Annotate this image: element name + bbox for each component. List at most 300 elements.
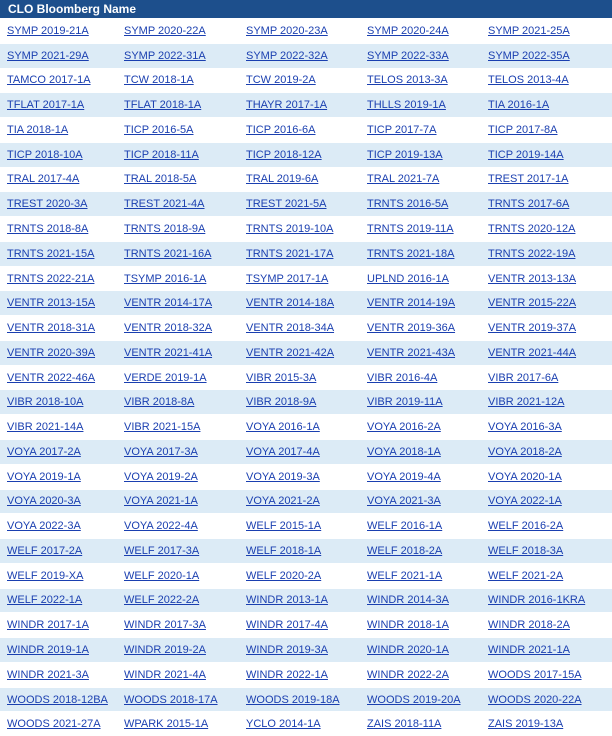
clo-name-link[interactable]: VIBR 2018-8A	[124, 396, 194, 408]
clo-name-link[interactable]: VENTR 2021-41A	[124, 347, 212, 359]
clo-name-link[interactable]: WINDR 2021-3A	[7, 669, 89, 681]
clo-name-link[interactable]: VOYA 2019-3A	[246, 471, 320, 483]
table-row	[0, 93, 612, 118]
clo-name-link[interactable]: TFLAT 2018-1A	[124, 99, 201, 111]
table-cell	[481, 514, 612, 539]
clo-name-link[interactable]: WELF 2021-1A	[367, 570, 442, 582]
table-cell	[360, 563, 481, 588]
table-cell	[481, 340, 612, 365]
clo-name-link[interactable]: TREST 2021-5A	[246, 198, 327, 210]
table-cell	[0, 687, 117, 712]
table-row	[0, 613, 612, 638]
clo-name-link[interactable]: WINDR 2021-4A	[124, 669, 206, 681]
clo-name-link[interactable]: TRAL 2017-4A	[7, 173, 79, 185]
table-cell	[239, 638, 360, 663]
table-cell	[239, 687, 360, 712]
table-cell	[239, 192, 360, 217]
clo-name-link[interactable]: TICP 2016-6A	[246, 124, 316, 136]
clo-name-link[interactable]: VENTR 2021-44A	[488, 347, 576, 359]
table-cell	[360, 291, 481, 316]
table-cell	[239, 390, 360, 415]
table-row	[0, 316, 612, 341]
table-header: CLO Bloomberg Name	[0, 0, 612, 19]
table-cell	[360, 316, 481, 341]
clo-name-link[interactable]: TAMCO 2017-1A	[7, 74, 91, 86]
table-cell	[239, 68, 360, 93]
table-cell	[239, 415, 360, 440]
table-cell	[117, 440, 239, 465]
clo-name-link[interactable]: WELF 2016-1A	[367, 520, 442, 532]
table-cell	[0, 638, 117, 663]
clo-name-link[interactable]: WINDR 2019-2A	[124, 644, 206, 656]
table-cell	[0, 365, 117, 390]
table-cell	[481, 440, 612, 465]
table-cell	[0, 266, 117, 291]
table-cell	[239, 217, 360, 242]
clo-name-link[interactable]: SYMP 2022-35A	[488, 50, 570, 62]
clo-name-link[interactable]: WINDR 2017-1A	[7, 619, 89, 631]
table-cell	[481, 464, 612, 489]
clo-name-link[interactable]: VENTR 2015-22A	[488, 297, 576, 309]
table-row	[0, 167, 612, 192]
table-cell	[239, 43, 360, 68]
clo-name-link[interactable]: UPLND 2016-1A	[367, 273, 449, 285]
clo-name-link[interactable]: VENTR 2013-13A	[488, 273, 576, 285]
table-cell	[117, 712, 239, 736]
table-row	[0, 539, 612, 564]
table-cell	[239, 365, 360, 390]
clo-name-link[interactable]: WINDR 2022-2A	[367, 669, 449, 681]
table-row	[0, 464, 612, 489]
table-cell	[0, 613, 117, 638]
clo-name-link[interactable]: VOYA 2019-2A	[124, 471, 198, 483]
clo-name-link[interactable]: SYMP 2022-33A	[367, 50, 449, 62]
table-cell	[0, 241, 117, 266]
table-cell	[360, 712, 481, 736]
table-cell	[360, 266, 481, 291]
clo-name-link[interactable]: VENTR 2020-39A	[7, 347, 95, 359]
table-cell	[239, 142, 360, 167]
table-cell	[360, 514, 481, 539]
clo-name-link[interactable]: TCW 2019-2A	[246, 74, 316, 86]
clo-name-link[interactable]: SYMP 2020-23A	[246, 25, 328, 37]
clo-name-link[interactable]: WINDR 2019-3A	[246, 644, 328, 656]
clo-name-link[interactable]: TRNTS 2020-12A	[488, 223, 575, 235]
table-cell	[0, 539, 117, 564]
clo-name-link[interactable]: WINDR 2013-1A	[246, 594, 328, 606]
table-cell	[117, 266, 239, 291]
table-cell	[481, 489, 612, 514]
table-cell	[117, 464, 239, 489]
table-cell	[239, 539, 360, 564]
table-row	[0, 415, 612, 440]
table-cell	[360, 390, 481, 415]
table-cell	[117, 638, 239, 663]
table-cell	[0, 340, 117, 365]
table-cell	[239, 514, 360, 539]
clo-name-link[interactable]: TELOS 2013-3A	[367, 74, 448, 86]
clo-name-link[interactable]: TRAL 2018-5A	[124, 173, 196, 185]
clo-name-link[interactable]: TRNTS 2022-19A	[488, 248, 575, 260]
table-row	[0, 514, 612, 539]
table-cell	[481, 563, 612, 588]
clo-name-link[interactable]: TREST 2020-3A	[7, 198, 88, 210]
clo-name-link[interactable]: VENTR 2014-18A	[246, 297, 334, 309]
table-cell	[117, 662, 239, 687]
clo-name-link[interactable]: TFLAT 2017-1A	[7, 99, 84, 111]
table-cell	[117, 316, 239, 341]
clo-name-link[interactable]: VENTR 2018-32A	[124, 322, 212, 334]
table-cell	[239, 662, 360, 687]
clo-name-link[interactable]: TRAL 2019-6A	[246, 173, 318, 185]
table-cell	[117, 365, 239, 390]
table-cell	[239, 464, 360, 489]
clo-name-link[interactable]: TRNTS 2021-16A	[124, 248, 211, 260]
table-cell	[0, 68, 117, 93]
clo-name-link[interactable]: WELF 2018-1A	[246, 545, 321, 557]
clo-name-link[interactable]: VENTR 2014-19A	[367, 297, 455, 309]
clo-name-link[interactable]: THLLS 2019-1A	[367, 99, 446, 111]
table-cell	[117, 167, 239, 192]
table-cell	[481, 365, 612, 390]
table-cell	[360, 93, 481, 118]
table-cell	[239, 563, 360, 588]
table-cell	[0, 712, 117, 736]
table-cell	[481, 19, 612, 44]
clo-name-link[interactable]: VENTR 2021-42A	[246, 347, 334, 359]
table-cell	[239, 241, 360, 266]
clo-name-link[interactable]: SYMP 2019-21A	[7, 25, 89, 37]
clo-name-link[interactable]: VIBR 2019-11A	[367, 396, 443, 408]
clo-name-link[interactable]: WOODS 2021-27A	[7, 718, 101, 730]
clo-name-link[interactable]: WINDR 2021-1A	[488, 644, 570, 656]
clo-name-link[interactable]: WELF 2022-1A	[7, 594, 82, 606]
table-cell	[481, 291, 612, 316]
clo-name-link[interactable]: TICP 2019-13A	[367, 149, 443, 161]
table-cell	[117, 563, 239, 588]
table-row	[0, 638, 612, 663]
table-cell	[117, 217, 239, 242]
table-cell	[360, 19, 481, 44]
clo-name-link[interactable]: VOYA 2021-3A	[367, 495, 441, 507]
table-row	[0, 142, 612, 167]
clo-name-link[interactable]: TRNTS 2016-5A	[367, 198, 448, 210]
table-cell	[481, 539, 612, 564]
table-cell	[360, 464, 481, 489]
table-cell	[360, 365, 481, 390]
table-row	[0, 489, 612, 514]
table-cell	[239, 489, 360, 514]
clo-name-link[interactable]: TICP 2016-5A	[124, 124, 194, 136]
clo-name-link[interactable]: TICP 2018-10A	[7, 149, 83, 161]
clo-name-link[interactable]: SYMP 2022-32A	[246, 50, 328, 62]
clo-name-link[interactable]: VIBR 2021-12A	[488, 396, 564, 408]
table-cell	[0, 588, 117, 613]
clo-name-link[interactable]: WOODS 2019-18A	[246, 694, 340, 706]
clo-name-link[interactable]: WPARK 2015-1A	[124, 718, 208, 730]
clo-name-link[interactable]: TRNTS 2018-8A	[7, 223, 88, 235]
clo-name-link[interactable]: VOYA 2020-3A	[7, 495, 81, 507]
clo-name-link[interactable]: WELF 2020-1A	[124, 570, 199, 582]
table-cell	[360, 687, 481, 712]
table-cell	[481, 588, 612, 613]
table-row	[0, 266, 612, 291]
clo-name-link[interactable]: WINDR 2018-1A	[367, 619, 449, 631]
clo-name-link[interactable]: VENTR 2013-15A	[7, 297, 95, 309]
table-cell	[117, 415, 239, 440]
table-cell	[239, 93, 360, 118]
clo-name-link[interactable]: VIBR 2021-15A	[124, 421, 200, 433]
clo-name-link[interactable]: VENTR 2021-43A	[367, 347, 455, 359]
clo-name-link[interactable]: TRNTS 2021-17A	[246, 248, 333, 260]
clo-name-link[interactable]: WOODS 2018-12BA	[7, 694, 108, 706]
table-cell	[239, 440, 360, 465]
clo-name-link[interactable]: TIA 2018-1A	[7, 124, 68, 136]
table-cell	[360, 241, 481, 266]
table-cell	[0, 167, 117, 192]
table-body	[0, 19, 612, 736]
table-cell	[239, 291, 360, 316]
table-cell	[481, 712, 612, 736]
clo-name-link[interactable]: WOODS 2020-22A	[488, 694, 582, 706]
clo-name-link[interactable]: WELF 2018-3A	[488, 545, 563, 557]
clo-name-link[interactable]: WELF 2015-1A	[246, 520, 321, 532]
clo-name-link[interactable]: TRNTS 2022-21A	[7, 273, 94, 285]
table-cell	[481, 662, 612, 687]
clo-name-link[interactable]: WINDR 2017-3A	[124, 619, 206, 631]
table-row	[0, 340, 612, 365]
clo-name-link[interactable]: WELF 2017-3A	[124, 545, 199, 557]
clo-name-link[interactable]: VOYA 2016-2A	[367, 421, 441, 433]
clo-name-link[interactable]: TRNTS 2018-9A	[124, 223, 205, 235]
clo-name-link[interactable]: WOODS 2019-20A	[367, 694, 461, 706]
table-row	[0, 563, 612, 588]
clo-name-link[interactable]: TICP 2018-12A	[246, 149, 322, 161]
table-row	[0, 43, 612, 68]
table-cell	[117, 588, 239, 613]
clo-name-link[interactable]: TICP 2017-8A	[488, 124, 558, 136]
clo-name-link[interactable]: WELF 2019-XA	[7, 570, 83, 582]
table-row	[0, 217, 612, 242]
table-cell	[0, 514, 117, 539]
clo-name-link[interactable]: VOYA 2019-1A	[7, 471, 81, 483]
clo-name-link[interactable]: VIBR 2018-9A	[246, 396, 316, 408]
clo-name-link[interactable]: VIBR 2018-10A	[7, 396, 83, 408]
clo-name-link[interactable]: SYMP 2020-24A	[367, 25, 449, 37]
clo-name-link[interactable]: SYMP 2021-29A	[7, 50, 89, 62]
table-cell	[117, 93, 239, 118]
table-cell	[481, 241, 612, 266]
table-row	[0, 19, 612, 44]
clo-name-link[interactable]: VERDE 2019-1A	[124, 372, 207, 384]
clo-name-link[interactable]: SYMP 2020-22A	[124, 25, 206, 37]
table-cell	[0, 390, 117, 415]
table-cell	[0, 440, 117, 465]
table-cell	[117, 142, 239, 167]
table-row	[0, 662, 612, 687]
clo-name-link[interactable]: VIBR 2015-3A	[246, 372, 316, 384]
table-cell	[481, 43, 612, 68]
clo-name-link[interactable]: VENTR 2019-36A	[367, 322, 455, 334]
table-cell	[239, 712, 360, 736]
clo-name-link[interactable]: WOODS 2018-17A	[124, 694, 218, 706]
clo-name-link[interactable]: WINDR 2020-1A	[367, 644, 449, 656]
table-cell	[0, 192, 117, 217]
table-cell	[0, 489, 117, 514]
clo-name-link[interactable]: VOYA 2016-3A	[488, 421, 562, 433]
table-row	[0, 390, 612, 415]
table-cell	[117, 118, 239, 143]
clo-name-link[interactable]: VENTR 2018-31A	[7, 322, 95, 334]
clo-name-link[interactable]: TRNTS 2021-18A	[367, 248, 454, 260]
clo-name-link[interactable]: WINDR 2019-1A	[7, 644, 89, 656]
clo-name-link[interactable]: TRNTS 2019-11A	[367, 223, 454, 235]
table-cell	[239, 118, 360, 143]
clo-name-link[interactable]: VENTR 2022-46A	[7, 372, 95, 384]
clo-name-link[interactable]: TCW 2018-1A	[124, 74, 194, 86]
table-row	[0, 192, 612, 217]
table-row	[0, 291, 612, 316]
clo-name-link[interactable]: VOYA 2017-3A	[124, 446, 198, 458]
table-cell	[239, 613, 360, 638]
clo-name-link[interactable]: VOYA 2022-3A	[7, 520, 81, 532]
clo-name-link[interactable]: ZAIS 2019-13A	[488, 718, 563, 730]
clo-name-link[interactable]: WINDR 2014-3A	[367, 594, 449, 606]
table-cell	[360, 662, 481, 687]
table-cell	[0, 464, 117, 489]
clo-name-link[interactable]: TICP 2019-14A	[488, 149, 564, 161]
clo-name-link[interactable]: VIBR 2016-4A	[367, 372, 437, 384]
table-cell	[117, 390, 239, 415]
clo-name-link[interactable]: TICP 2018-11A	[124, 149, 199, 161]
clo-name-link[interactable]: TREST 2017-1A	[488, 173, 569, 185]
table-cell	[481, 687, 612, 712]
clo-name-link[interactable]: TELOS 2013-4A	[488, 74, 569, 86]
clo-name-link[interactable]: VOYA 2017-4A	[246, 446, 320, 458]
table-cell	[117, 340, 239, 365]
clo-name-link[interactable]: VOYA 2021-2A	[246, 495, 320, 507]
table-cell	[0, 415, 117, 440]
clo-name-link[interactable]: VOYA 2019-4A	[367, 471, 441, 483]
clo-name-link[interactable]: WELF 2016-2A	[488, 520, 563, 532]
table-cell	[360, 68, 481, 93]
clo-name-link[interactable]: WINDR 2016-1KRA	[488, 594, 585, 606]
table-cell	[481, 68, 612, 93]
table-cell	[0, 217, 117, 242]
table-cell	[360, 588, 481, 613]
clo-name-link[interactable]: VOYA 2018-2A	[488, 446, 562, 458]
clo-name-link[interactable]: WINDR 2022-1A	[246, 669, 328, 681]
clo-name-link[interactable]: WINDR 2017-4A	[246, 619, 328, 631]
clo-name-link[interactable]: WELF 2021-2A	[488, 570, 563, 582]
table-cell	[360, 217, 481, 242]
clo-name-link[interactable]: TRAL 2021-7A	[367, 173, 439, 185]
table-cell	[360, 192, 481, 217]
table-cell	[117, 539, 239, 564]
table-row	[0, 687, 612, 712]
clo-name-link[interactable]: VENTR 2018-34A	[246, 322, 334, 334]
table-cell	[117, 291, 239, 316]
clo-name-link[interactable]: SYMP 2021-25A	[488, 25, 570, 37]
clo-name-link[interactable]: TSYMP 2016-1A	[124, 273, 206, 285]
table-cell	[0, 316, 117, 341]
clo-name-link[interactable]: WINDR 2018-2A	[488, 619, 570, 631]
table-cell	[360, 440, 481, 465]
table-row	[0, 712, 612, 736]
clo-name-link[interactable]: THAYR 2017-1A	[246, 99, 327, 111]
clo-name-link[interactable]: VIBR 2021-14A	[7, 421, 83, 433]
clo-name-link[interactable]: WOODS 2017-15A	[488, 669, 582, 681]
table-cell	[481, 217, 612, 242]
clo-name-link[interactable]: VOYA 2021-1A	[124, 495, 198, 507]
table-cell	[360, 613, 481, 638]
table-cell	[0, 142, 117, 167]
table-cell	[360, 167, 481, 192]
table-cell	[0, 563, 117, 588]
clo-name-link[interactable]: TICP 2017-7A	[367, 124, 437, 136]
table-cell	[239, 340, 360, 365]
table-cell	[360, 118, 481, 143]
clo-name-link[interactable]: TRNTS 2019-10A	[246, 223, 333, 235]
clo-name-link[interactable]: TIA 2016-1A	[488, 99, 549, 111]
table-cell	[239, 316, 360, 341]
table-cell	[0, 19, 117, 44]
table-cell	[481, 266, 612, 291]
clo-name-link[interactable]: VIBR 2017-6A	[488, 372, 558, 384]
clo-name-link[interactable]: TRNTS 2021-15A	[7, 248, 94, 260]
clo-name-link[interactable]: WELF 2018-2A	[367, 545, 442, 557]
table-cell	[239, 588, 360, 613]
clo-name-link[interactable]: VENTR 2014-17A	[124, 297, 212, 309]
clo-name-link[interactable]: ZAIS 2018-11A	[367, 718, 441, 730]
table-cell	[360, 539, 481, 564]
table-cell	[481, 142, 612, 167]
clo-name-link[interactable]: VOYA 2022-4A	[124, 520, 198, 532]
clo-name-link[interactable]: VOYA 2022-1A	[488, 495, 562, 507]
table-cell	[117, 192, 239, 217]
table-cell	[360, 142, 481, 167]
clo-name-link[interactable]: TRNTS 2017-6A	[488, 198, 569, 210]
clo-name-link[interactable]: VOYA 2018-1A	[367, 446, 441, 458]
table-cell	[481, 613, 612, 638]
table-cell	[481, 167, 612, 192]
table-row	[0, 241, 612, 266]
table-cell	[0, 93, 117, 118]
table-row	[0, 118, 612, 143]
clo-name-link[interactable]: WELF 2020-2A	[246, 570, 321, 582]
clo-name-link[interactable]: VENTR 2019-37A	[488, 322, 576, 334]
clo-name-link[interactable]: TSYMP 2017-1A	[246, 273, 328, 285]
table-cell	[0, 118, 117, 143]
clo-name-link[interactable]: TREST 2021-4A	[124, 198, 205, 210]
table-cell	[117, 241, 239, 266]
table-cell	[481, 415, 612, 440]
clo-name-link[interactable]: VOYA 2016-1A	[246, 421, 320, 433]
clo-name-link[interactable]: WELF 2022-2A	[124, 594, 199, 606]
clo-name-link[interactable]: SYMP 2022-31A	[124, 50, 206, 62]
table-cell	[360, 43, 481, 68]
clo-name-link[interactable]: VOYA 2020-1A	[488, 471, 562, 483]
clo-name-link[interactable]: WELF 2017-2A	[7, 545, 82, 557]
clo-name-link[interactable]: VOYA 2017-2A	[7, 446, 81, 458]
table-cell	[360, 489, 481, 514]
table-cell	[0, 291, 117, 316]
table-cell	[117, 68, 239, 93]
table-cell	[360, 340, 481, 365]
table-cell	[481, 638, 612, 663]
table-cell	[481, 118, 612, 143]
clo-name-link[interactable]: YCLO 2014-1A	[246, 718, 321, 730]
